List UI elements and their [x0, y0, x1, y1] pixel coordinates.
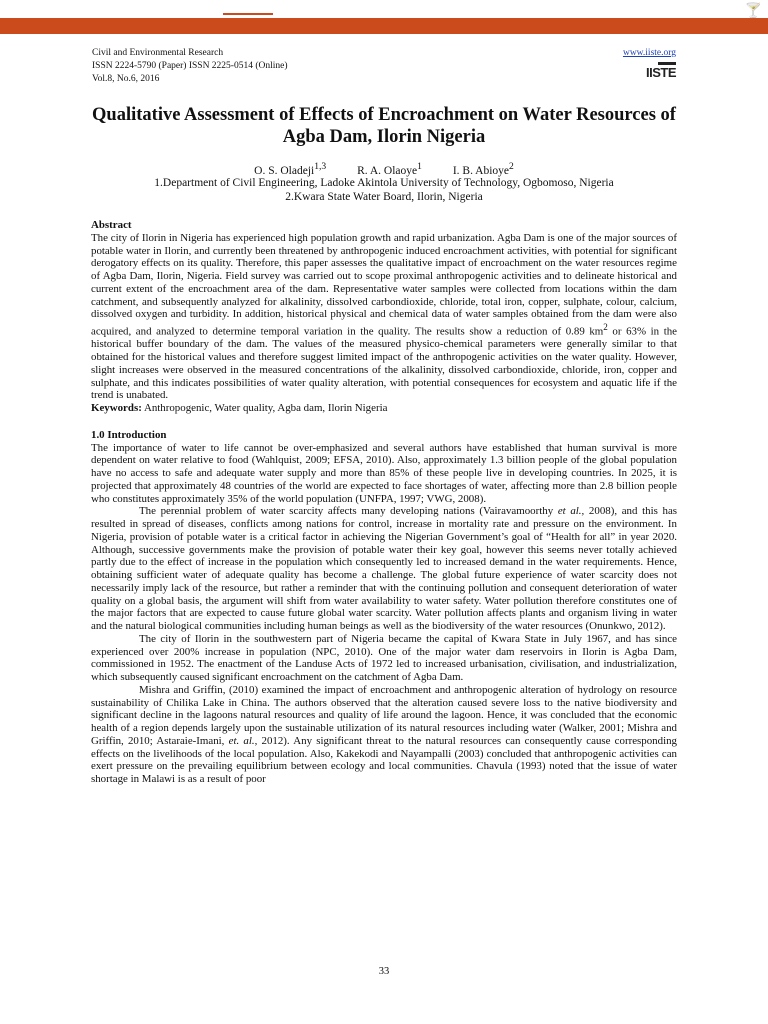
journal-url-link[interactable]: www.iiste.org: [622, 48, 676, 58]
introduction-heading: 1.0 Introduction: [91, 428, 167, 441]
journal-header-right: [623, 47, 676, 82]
journal-volume: Vol.8, No.6, 2016: [92, 74, 160, 84]
intro-paragraph-4: Mishra and Griffin, (2010) examined the impact of encroachment and anthropogenic alteration of hydrology on resource sustainability of Chilika Lake in China. The authors observed that the alteration caused severe loss to the native biodiversity and significant decline in the lagoons natural resources and quality of life around the lagoon. Hence, it was concluded that the economic health of a region depends largely upon the sustainable utilization of its natural resources including water (Walker, 2001; Mishra and Griffin, 2010; Astaraie-Imani, et. al., 2012). Any significant threat to the natural resources can consequently cause corresponding effects on the livelihoods of the local population. Also, Kakekodi and Nayampalli (2003) concluded that anthropogenic activities can exert pressure on the prevailing equilibrium between ecology and local communities. Chavula (1993) noted that the issue of water shortage in Malawi is as a result of poor: [91, 683, 677, 786]
iiste-logo: [646, 62, 676, 79]
paper-title: Qualitative Assessment of Effects of Encroachment on Water Resources of Agba Dam, Ilorin Nigeria: [92, 105, 676, 147]
accent-band: [0, 18, 768, 34]
abstract-text: The city of Ilorin in Nigeria has experienced high population growth and rapid urbanization. Agba Dam is one of the major sources of potable water in Ilorin, and currently been threatened by anthropogenic induced encroachment activities, with potential for significant derogatory effects on its quality. Therefore, this paper assesses the qualitative impact of encroachment on the water resources regime of Agba Dam, Ilorin, Nigeria. Field survey was carried out to scope proximal anthropogenic activities and to delineate historical and current extent of the encroachment area of the dam. Representative water samples were collected from locations within the dam catchment, and subsequently analyzed for alkalinity, dissolved carbondioxide, chloride, total iron, copper, sulphate, colour, calcium, dissolved oxygen and turbidity. In addition, historical physical and chemical data of water samples obtained from the dam were also acquired, and analyzed to determine temporal variation in the quality. The results show a reduction of 0.89 $km^2$ or 63% in the historical buffer boundary of the dam. The values of the measured physico-chemical parameters were generally similar to that obtained for the historical values and therefore suggest limited impact of the anthropogenic activities on the water quality. However, slight increases were observed in the measured concentrations of the alkalinity, dissolved carbondioxide, chloride, iron, copper and sulphate, and this indicates possibilities of water quality alteration, with potential consequences for ecosystem and aquatic life if the trend is unabated.: [91, 231, 677, 402]
intro-paragraph-1: The importance of water to life cannot be over-emphasized and several authors have established that human survival is more dependent on water relative to food (Wahlquist, 2009; EFSA, 2010). Also, approximately 1.3 billion people of the global population have no access to safe and adequate water supply and more than 85% of these people live in developing countries. In 2025, it is projected that approximately 48 countries of the world are expected to face shortages of water, affecting more than 2.8 billion people who constitutes approximately 35% of the world population (UNFPA, 1997; VWG, 2008).: [91, 441, 677, 505]
author-2: R. A. Olaoye$^1$: [357, 161, 422, 177]
journal-name: Civil and Environmental Research: [92, 48, 224, 58]
logo-text: IISTE: [645, 65, 676, 80]
intro-paragraph-2: The perennial problem of water scarcity affects many developing nations (Vairavamoorthy et al., 2008), and this has resulted in spread of diseases, conflicts among nations for control, increase in mortality rate and pressure on the environment. In Nigeria, provision of potable water is a critical factor in achieving the Nigerian Government’s goal of “Health for all” in year 2020. Although, successive governments make the provision of potable water their key goal, however this seems never totally achieved partly due to the effect of increase in the population which consequently led to increased demand in the water requirements. Hence, obtaining sufficient water of adequate quality has become a challenge. The global future experience of water scarcity does not necessarily imply lack of the resource, but rather a reminder that with the continuing pollution and consequent deterioration of water quality on a global basis, the argument will shift from water availability to water safety. Water pollution therefore constitutes one of the major factors that are expected to cause future global water scarcity. Water pollution affects plants and organism living in water and the natural biological communities including human beings as well as the biodiversity of the water resources (Onunkwo, 2012).: [91, 505, 678, 633]
section-gap: [91, 415, 677, 429]
intro-paragraph-3: The city of Ilorin in the southwestern part of Nigeria became the capital of Kwara State in July 1967, and has since experienced over 200% increase in population (NPC, 2010). One of the major water dam reservoirs in Ilorin is Agba Dam, commissioned in 1952. The enactment of the Landuse Acts of 1972 led to increased urbanisation, civilisation, and industrialization, which subsequently caused significant encroachment on the catchment of Agba Dam.: [91, 632, 677, 684]
paper-body: [91, 219, 677, 786]
abstract-heading: Abstract: [91, 219, 132, 231]
keywords: Keywords: Anthropogenic, Water quality, Agba dam, Ilorin Nigeria: [91, 402, 388, 415]
affiliation-1: 1.Department of Civil Engineering, Ladoke Akintola University of Technology, Ogbomoso, Nigeria: [154, 177, 614, 189]
top-tab-indicator: [223, 13, 273, 15]
page-number: 33: [378, 966, 390, 977]
top-bar: [0, 0, 768, 34]
journal-issn: ISSN 2224-5790 (Paper) ISSN 2225-0514 (Online): [92, 61, 288, 71]
affiliations: [92, 176, 676, 204]
journal-header: [92, 47, 288, 86]
author-1: O. S. Oladeji$^{1,3}$: [254, 161, 327, 177]
wine-glass-icon[interactable]: 🍸: [744, 4, 762, 19]
affiliation-2: 2.Kwara State Water Board, Ilorin, Nigeria: [285, 191, 483, 203]
author-3: I. B. Abioye$^2$: [452, 161, 514, 177]
